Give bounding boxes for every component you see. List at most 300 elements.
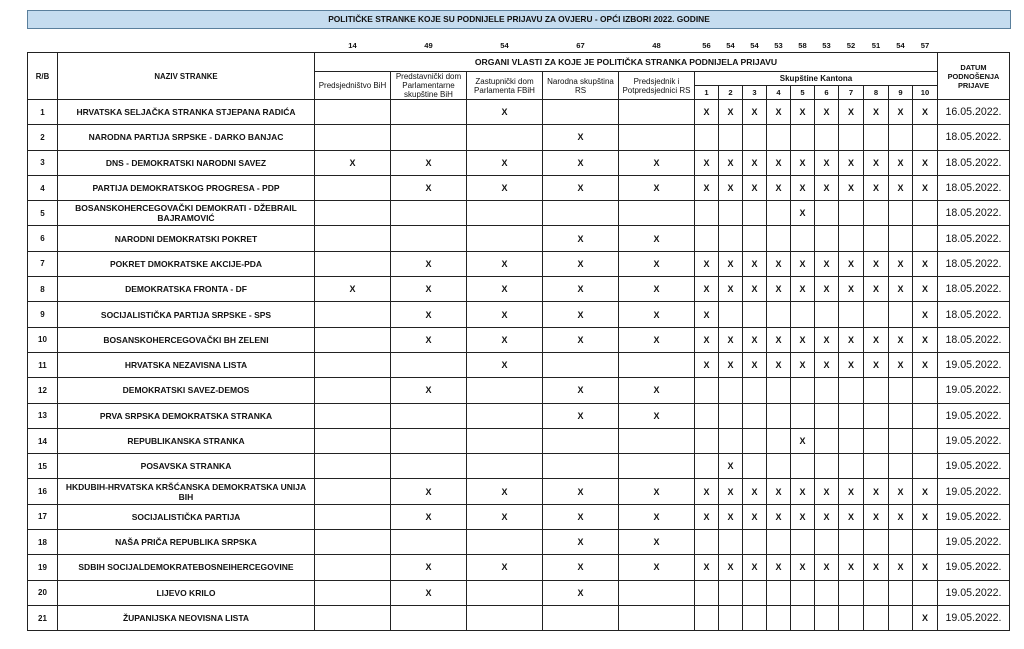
registration-mark: X xyxy=(767,175,791,200)
table-row xyxy=(28,125,1010,150)
empty-cell xyxy=(839,403,864,428)
empty-cell xyxy=(767,226,791,251)
table-row xyxy=(28,530,1010,555)
registration-mark: X xyxy=(619,530,695,555)
table-row xyxy=(28,327,1010,352)
registration-mark: X xyxy=(543,479,619,504)
row-number: 15 xyxy=(28,454,58,479)
empty-cell xyxy=(839,454,864,479)
row-number: 11 xyxy=(28,352,58,377)
registration-mark: X xyxy=(719,327,743,352)
registration-mark: X xyxy=(391,302,467,327)
registration-mark: X xyxy=(391,555,467,580)
table-row xyxy=(28,605,1010,630)
empty-cell xyxy=(743,454,767,479)
empty-cell xyxy=(767,454,791,479)
empty-cell xyxy=(743,378,767,403)
registration-mark: X xyxy=(889,479,913,504)
empty-cell xyxy=(391,100,467,125)
empty-cell xyxy=(619,201,695,226)
empty-cell xyxy=(815,302,839,327)
empty-cell xyxy=(767,530,791,555)
count-cell: 54 xyxy=(896,40,905,50)
submission-date: 18.05.2022. xyxy=(938,251,1010,276)
canton-number: 2 xyxy=(719,86,743,100)
submission-date: 18.05.2022. xyxy=(938,302,1010,327)
empty-cell xyxy=(315,454,391,479)
registration-mark: X xyxy=(815,555,839,580)
registration-mark: X xyxy=(913,327,938,352)
empty-cell xyxy=(839,580,864,605)
count-cell: 14 xyxy=(348,40,357,50)
table-row xyxy=(28,454,1010,479)
registration-mark: X xyxy=(719,454,743,479)
party-name: BOSANSKOHERCEGOVAČKI DEMOKRATI - DŽEBRAIL BAJRAMOVIĆ xyxy=(58,201,315,226)
registration-mark: X xyxy=(543,530,619,555)
empty-cell xyxy=(619,454,695,479)
registration-mark: X xyxy=(864,352,889,377)
registration-mark: X xyxy=(864,277,889,302)
row-number: 19 xyxy=(28,555,58,580)
registration-mark: X xyxy=(839,555,864,580)
party-name: POSAVSKA STRANKA xyxy=(58,454,315,479)
empty-cell xyxy=(864,530,889,555)
row-number: 21 xyxy=(28,605,58,630)
registration-mark: X xyxy=(889,327,913,352)
empty-cell xyxy=(864,201,889,226)
registration-mark: X xyxy=(543,504,619,529)
registration-mark: X xyxy=(743,100,767,125)
registration-mark: X xyxy=(791,251,815,276)
empty-cell xyxy=(391,530,467,555)
canton-number: 10 xyxy=(913,86,938,100)
empty-cell xyxy=(743,226,767,251)
empty-cell xyxy=(315,251,391,276)
empty-cell xyxy=(619,125,695,150)
table-row xyxy=(28,150,1010,175)
row-number: 4 xyxy=(28,175,58,200)
registration-mark: X xyxy=(913,277,938,302)
registration-mark: X xyxy=(791,175,815,200)
registration-mark: X xyxy=(619,277,695,302)
registration-mark: X xyxy=(767,150,791,175)
empty-cell xyxy=(767,428,791,453)
registration-mark: X xyxy=(864,100,889,125)
registration-mark: X xyxy=(839,277,864,302)
registration-mark: X xyxy=(839,327,864,352)
empty-cell xyxy=(695,530,719,555)
empty-cell xyxy=(791,302,815,327)
party-name: SOCIJALISTIČKA PARTIJA SRPSKE - SPS xyxy=(58,302,315,327)
empty-cell xyxy=(695,403,719,428)
empty-cell xyxy=(839,605,864,630)
empty-cell xyxy=(543,352,619,377)
org-header-rs-assembly: Narodna skupština RS xyxy=(543,72,619,100)
submission-date: 16.05.2022. xyxy=(938,100,1010,125)
registration-mark: X xyxy=(864,504,889,529)
party-name: NARODNI DEMOKRATSKI POKRET xyxy=(58,226,315,251)
submission-date: 18.05.2022. xyxy=(938,327,1010,352)
row-number: 7 xyxy=(28,251,58,276)
registration-mark: X xyxy=(467,150,543,175)
registration-mark: X xyxy=(543,226,619,251)
registration-mark: X xyxy=(913,100,938,125)
table-row xyxy=(28,580,1010,605)
party-name: HRVATSKA SELJAČKA STRANKA STJEPANA RADIĆA xyxy=(58,100,315,125)
registration-mark: X xyxy=(467,251,543,276)
registration-mark: X xyxy=(695,555,719,580)
empty-cell xyxy=(391,605,467,630)
empty-cell xyxy=(791,378,815,403)
row-number: 18 xyxy=(28,530,58,555)
count-cell: 54 xyxy=(726,40,735,50)
registration-mark: X xyxy=(791,277,815,302)
party-name: DNS - DEMOKRATSKI NARODNI SAVEZ xyxy=(58,150,315,175)
row-number: 1 xyxy=(28,100,58,125)
table-row xyxy=(28,277,1010,302)
registration-mark: X xyxy=(543,580,619,605)
empty-cell xyxy=(719,201,743,226)
empty-cell xyxy=(767,378,791,403)
registration-mark: X xyxy=(719,555,743,580)
empty-cell xyxy=(543,201,619,226)
party-name: DEMOKRATSKI SAVEZ-DEMOS xyxy=(58,378,315,403)
count-cell: 54 xyxy=(500,40,509,50)
organs-header: ORGANI VLASTI ZA KOJE JE POLITIČKA STRANKA PODNIJELA PRIJAVU xyxy=(315,53,938,72)
registration-mark: X xyxy=(767,327,791,352)
submission-date: 19.05.2022. xyxy=(938,530,1010,555)
submission-date: 18.05.2022. xyxy=(938,175,1010,200)
canton-number: 7 xyxy=(839,86,864,100)
registration-mark: X xyxy=(391,580,467,605)
empty-cell xyxy=(315,530,391,555)
row-number: 2 xyxy=(28,125,58,150)
empty-cell xyxy=(767,605,791,630)
empty-cell xyxy=(315,125,391,150)
registration-mark: X xyxy=(543,403,619,428)
empty-cell xyxy=(743,125,767,150)
registration-mark: X xyxy=(767,352,791,377)
empty-cell xyxy=(695,428,719,453)
registration-mark: X xyxy=(619,479,695,504)
empty-cell xyxy=(315,479,391,504)
empty-cell xyxy=(791,226,815,251)
empty-cell xyxy=(315,175,391,200)
registration-mark: X xyxy=(695,504,719,529)
empty-cell xyxy=(839,125,864,150)
submission-date: 19.05.2022. xyxy=(938,378,1010,403)
empty-cell xyxy=(913,125,938,150)
empty-cell xyxy=(889,125,913,150)
registration-mark: X xyxy=(839,251,864,276)
registration-mark: X xyxy=(791,352,815,377)
registration-mark: X xyxy=(913,150,938,175)
empty-cell xyxy=(695,454,719,479)
empty-cell xyxy=(719,580,743,605)
registration-mark: X xyxy=(719,251,743,276)
registration-mark: X xyxy=(889,504,913,529)
empty-cell xyxy=(391,454,467,479)
empty-cell xyxy=(743,428,767,453)
party-name: NAŠA PRIČA REPUBLIKA SRPSKA xyxy=(58,530,315,555)
registration-mark: X xyxy=(864,555,889,580)
registration-mark: X xyxy=(839,175,864,200)
empty-cell xyxy=(467,125,543,150)
empty-cell xyxy=(815,125,839,150)
empty-cell xyxy=(743,580,767,605)
registration-mark: X xyxy=(791,327,815,352)
registration-mark: X xyxy=(543,175,619,200)
empty-cell xyxy=(864,403,889,428)
registration-mark: X xyxy=(815,251,839,276)
registration-mark: X xyxy=(864,327,889,352)
table-row xyxy=(28,251,1010,276)
empty-cell xyxy=(815,530,839,555)
empty-cell xyxy=(719,378,743,403)
empty-cell xyxy=(815,201,839,226)
registration-mark: X xyxy=(543,302,619,327)
submission-date: 19.05.2022. xyxy=(938,555,1010,580)
empty-cell xyxy=(839,201,864,226)
count-cell: 57 xyxy=(920,40,930,50)
submission-date: 18.05.2022. xyxy=(938,226,1010,251)
empty-cell xyxy=(815,428,839,453)
empty-cell xyxy=(889,403,913,428)
registration-mark: X xyxy=(391,378,467,403)
registration-mark: X xyxy=(391,479,467,504)
registration-mark: X xyxy=(619,403,695,428)
empty-cell xyxy=(791,125,815,150)
registration-mark: X xyxy=(619,504,695,529)
registration-mark: X xyxy=(391,504,467,529)
registration-mark: X xyxy=(815,504,839,529)
count-cell: 58 xyxy=(798,40,807,50)
empty-cell xyxy=(864,302,889,327)
canton-number: 5 xyxy=(791,86,815,100)
submission-date: 18.05.2022. xyxy=(938,150,1010,175)
submission-date: 19.05.2022. xyxy=(938,454,1010,479)
canton-number: 6 xyxy=(815,86,839,100)
registration-mark: X xyxy=(815,327,839,352)
registration-mark: X xyxy=(719,504,743,529)
registration-mark: X xyxy=(719,352,743,377)
count-cell: 51 xyxy=(871,40,881,50)
empty-cell xyxy=(619,605,695,630)
empty-cell xyxy=(864,428,889,453)
empty-cell xyxy=(913,428,938,453)
empty-cell xyxy=(391,428,467,453)
empty-cell xyxy=(695,580,719,605)
empty-cell xyxy=(839,302,864,327)
empty-cell xyxy=(391,226,467,251)
registration-mark: X xyxy=(815,479,839,504)
row-number: 13 xyxy=(28,403,58,428)
registration-mark: X xyxy=(619,327,695,352)
empty-cell xyxy=(913,226,938,251)
empty-cell xyxy=(719,428,743,453)
registration-mark: X xyxy=(743,277,767,302)
empty-cell xyxy=(619,352,695,377)
registration-mark: X xyxy=(315,150,391,175)
registration-mark: X xyxy=(791,150,815,175)
table-row xyxy=(28,201,1010,226)
empty-cell xyxy=(543,605,619,630)
registration-mark: X xyxy=(695,277,719,302)
empty-cell xyxy=(315,504,391,529)
party-name: NARODNA PARTIJA SRPSKE - DARKO BANJAC xyxy=(58,125,315,150)
registration-mark: X xyxy=(543,327,619,352)
empty-cell xyxy=(315,428,391,453)
registration-mark: X xyxy=(913,479,938,504)
submission-date: 19.05.2022. xyxy=(938,580,1010,605)
org-header-house-of-representatives: Predstavnički dom Parlamentarne skupštine BiH xyxy=(391,72,467,100)
cantons-header: Skupštine Kantona xyxy=(695,72,938,86)
table-row xyxy=(28,226,1010,251)
registration-mark: X xyxy=(719,100,743,125)
empty-cell xyxy=(815,605,839,630)
registration-mark: X xyxy=(791,201,815,226)
empty-cell xyxy=(315,100,391,125)
empty-cell xyxy=(889,226,913,251)
registration-mark: X xyxy=(467,327,543,352)
empty-cell xyxy=(791,530,815,555)
party-name: POKRET DMOKRATSKE AKCIJE-PDA xyxy=(58,251,315,276)
table-row xyxy=(28,302,1010,327)
registration-mark: X xyxy=(815,352,839,377)
empty-cell xyxy=(889,454,913,479)
rb-header: R/B xyxy=(28,53,58,100)
party-name: REPUBLIKANSKA STRANKA xyxy=(58,428,315,453)
registration-mark: X xyxy=(839,352,864,377)
party-name: DEMOKRATSKA FRONTA - DF xyxy=(58,277,315,302)
empty-cell xyxy=(913,378,938,403)
empty-cell xyxy=(719,403,743,428)
canton-number: 4 xyxy=(767,86,791,100)
registration-mark: X xyxy=(719,479,743,504)
registration-mark: X xyxy=(743,504,767,529)
registration-mark: X xyxy=(791,555,815,580)
registration-mark: X xyxy=(815,150,839,175)
registration-mark: X xyxy=(467,100,543,125)
submission-date: 19.05.2022. xyxy=(938,403,1010,428)
registration-mark: X xyxy=(913,251,938,276)
empty-cell xyxy=(467,454,543,479)
empty-cell xyxy=(913,580,938,605)
registration-mark: X xyxy=(913,175,938,200)
empty-cell xyxy=(743,403,767,428)
empty-cell xyxy=(695,201,719,226)
party-name: ŽUPANIJSKA NEOVISNA LISTA xyxy=(58,605,315,630)
registration-mark: X xyxy=(839,150,864,175)
document-title: POLITIČKE STRANKE KOJE SU PODNIJELE PRIJAVU ZA OVJERU - OPĆI IZBORI 2022. GODINE xyxy=(27,10,1011,29)
empty-cell xyxy=(889,428,913,453)
count-cell: 48 xyxy=(652,40,661,50)
registration-mark: X xyxy=(913,352,938,377)
count-cell: 53 xyxy=(774,40,783,50)
registration-mark: X xyxy=(864,479,889,504)
empty-cell xyxy=(889,378,913,403)
empty-cell xyxy=(619,100,695,125)
table-row xyxy=(28,175,1010,200)
row-number: 20 xyxy=(28,580,58,605)
empty-cell xyxy=(315,555,391,580)
table-row xyxy=(28,479,1010,504)
registration-mark: X xyxy=(543,150,619,175)
empty-cell xyxy=(767,403,791,428)
empty-cell xyxy=(719,530,743,555)
table-row xyxy=(28,403,1010,428)
registration-mark: X xyxy=(391,277,467,302)
empty-cell xyxy=(889,580,913,605)
registration-mark: X xyxy=(695,327,719,352)
party-name-header: NAZIV STRANKE xyxy=(58,53,315,100)
registration-mark: X xyxy=(543,378,619,403)
table-body xyxy=(28,100,1010,631)
row-number: 14 xyxy=(28,428,58,453)
empty-cell xyxy=(619,580,695,605)
empty-cell xyxy=(767,302,791,327)
party-name: HKDUBIH-HRVATSKA KRŠĆANSKA DEMOKRATSKA UNIJA BIH xyxy=(58,479,315,504)
empty-cell xyxy=(913,403,938,428)
registration-mark: X xyxy=(864,251,889,276)
registration-mark: X xyxy=(767,504,791,529)
registration-mark: X xyxy=(619,226,695,251)
registration-mark: X xyxy=(889,150,913,175)
registration-mark: X xyxy=(719,150,743,175)
empty-cell xyxy=(815,226,839,251)
empty-cell xyxy=(719,302,743,327)
registration-mark: X xyxy=(743,251,767,276)
count-cell: 53 xyxy=(822,40,831,50)
empty-cell xyxy=(467,605,543,630)
empty-cell xyxy=(815,454,839,479)
empty-cell xyxy=(695,605,719,630)
empty-cell xyxy=(315,201,391,226)
empty-cell xyxy=(467,530,543,555)
registration-mark: X xyxy=(619,555,695,580)
registration-mark: X xyxy=(815,277,839,302)
row-number: 9 xyxy=(28,302,58,327)
table-row xyxy=(28,352,1010,377)
empty-cell xyxy=(864,605,889,630)
empty-cell xyxy=(543,100,619,125)
submission-date: 19.05.2022. xyxy=(938,479,1010,504)
empty-cell xyxy=(839,226,864,251)
empty-cell xyxy=(315,580,391,605)
table-row xyxy=(28,378,1010,403)
org-header-presidency: Predsjedništvo BiH xyxy=(315,72,391,100)
registration-mark: X xyxy=(719,277,743,302)
row-number: 5 xyxy=(28,201,58,226)
empty-cell xyxy=(864,226,889,251)
submission-date: 19.05.2022. xyxy=(938,605,1010,630)
count-cell: 52 xyxy=(846,40,856,50)
empty-cell xyxy=(695,226,719,251)
empty-cell xyxy=(815,403,839,428)
empty-cell xyxy=(391,125,467,150)
empty-cell xyxy=(743,302,767,327)
registration-mark: X xyxy=(791,428,815,453)
empty-cell xyxy=(791,403,815,428)
registration-mark: X xyxy=(889,277,913,302)
registration-mark: X xyxy=(619,378,695,403)
registration-mark: X xyxy=(391,175,467,200)
empty-cell xyxy=(889,302,913,327)
registration-mark: X xyxy=(889,352,913,377)
registration-mark: X xyxy=(743,150,767,175)
empty-cell xyxy=(791,580,815,605)
row-number: 6 xyxy=(28,226,58,251)
